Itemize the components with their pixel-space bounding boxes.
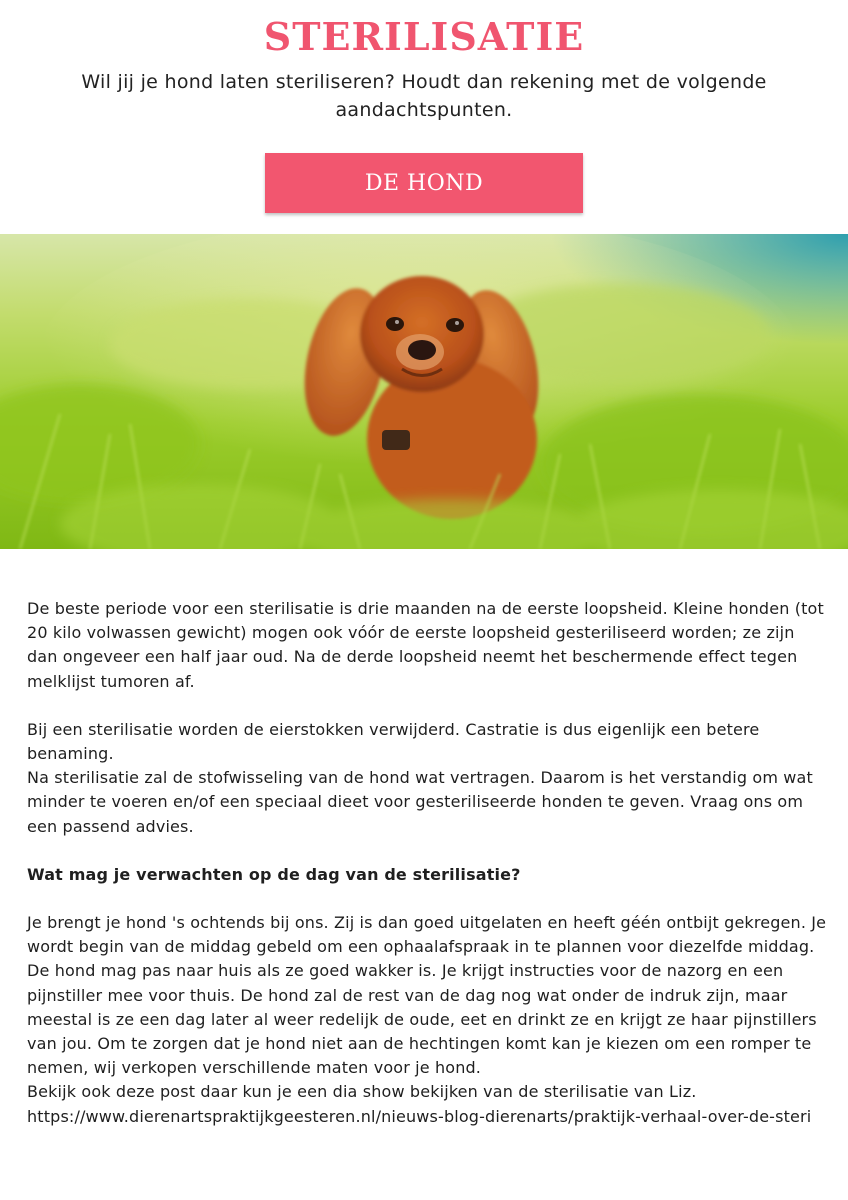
section-heading: Wat mag je verwachten op de dag van de sterilisatie?	[27, 864, 521, 884]
page-title: STERILISATIE	[263, 14, 585, 59]
paragraph-procedure: Bij een sterilisatie worden de eierstokken verwijderd. Castratie is dus eigenlijk een betere benaming.	[27, 719, 760, 764]
article-body	[27, 597, 827, 1129]
paragraph-slideshow: Bekijk ook deze post daar kun je een dia show bekijken van de sterilisatie van Liz.	[27, 1082, 697, 1102]
paragraph-metabolism: Na sterilisatie zal de stofwisseling van de hond wat vertragen. Daarom is het verstandig om wat minder te voeren en/of een speciaal dieet voor gesteriliseerde honden te geven. Vraag ons om een passend advies.	[27, 768, 813, 836]
paragraph-day-of-surgery: Je brengt je hond 's ochtends bij ons. Zij is dan goed uitgelaten en heeft géén ontbijt gekregen. Je wordt begin van de middag gebeld om een ophaalafspraak in te plannen voor diezelfde middag. De hond mag pas naar huis als ze goed wakker is. Je krijgt instructies voor de nazorg en een pijnstiller mee voor thuis. De hond zal de rest van de dag nog wat onder de indruk zijn, maar meestal is ze een dag later al weer redelijk de oude, eet en drinkt ze en krijgt ze haar pijnstillers van jou. Om te zorgen dat je hond niet aan de hechtingen komt kan je kiezen om een romper te nemen, wij verkopen verschillende maten voor je hond.	[27, 913, 827, 1078]
intro-text: Wil jij je hond laten steriliseren? Houdt dan rekening met de volgende aandachtspunten.	[81, 71, 767, 121]
hero-image	[0, 234, 848, 549]
de-hond-button[interactable]: DE HOND	[265, 153, 583, 213]
blog-link[interactable]: https://www.dierenartspraktijkgeesteren.nl/nieuws-blog-dierenarts/praktijk-verhaal-over-de-steri	[27, 1106, 812, 1126]
paragraph-best-period: De beste periode voor een sterilisatie is drie maanden na de eerste loopsheid. Kleine honden (tot 20 kilo volwassen gewicht) mogen ook vóór de eerste loopsheid gesteriliseerd worden; ze zijn dan ongeveer een half jaar oud. Na de derde loopsheid neemt het beschermende effect tegen melklijst tumoren af.	[27, 599, 824, 691]
